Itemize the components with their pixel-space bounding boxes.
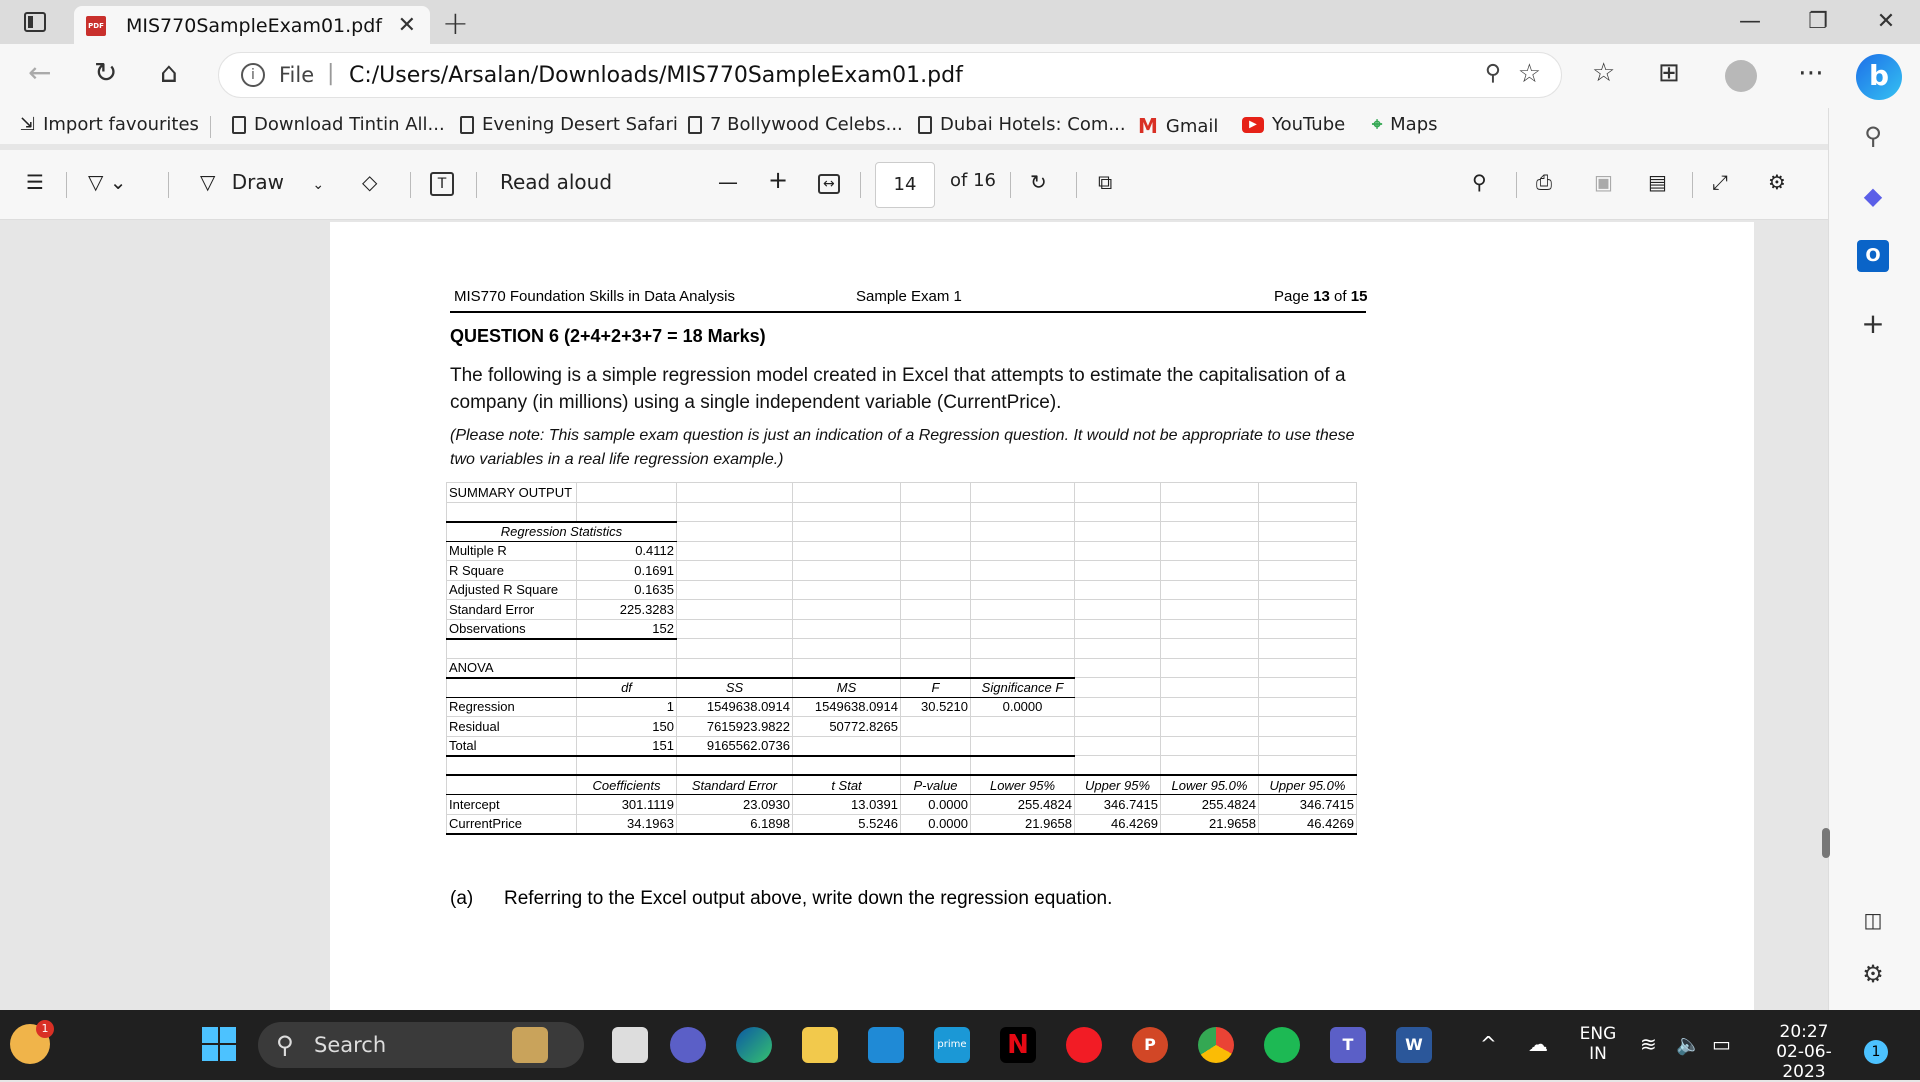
- fit-to-page-icon[interactable]: ↔: [818, 174, 840, 194]
- scrollbar-thumb[interactable]: [1822, 828, 1830, 858]
- new-tab-button[interactable]: +: [442, 4, 469, 42]
- clock[interactable]: 20:27 02-06-2023: [1776, 1022, 1832, 1082]
- windows-taskbar: [0, 1010, 1920, 1080]
- taskbar-search[interactable]: ⚲ Search: [258, 1022, 584, 1068]
- anova-cell: 150: [577, 717, 677, 737]
- anova-row-label: Total: [447, 736, 577, 756]
- anova-cell: 151: [577, 736, 677, 756]
- teams-chat-icon[interactable]: [670, 1027, 706, 1063]
- favourites-divider: [210, 116, 211, 138]
- coef-row-label: Intercept: [447, 795, 577, 815]
- part-a-text: Referring to the Excel output above, write down the regression equation.: [504, 888, 1113, 909]
- contents-icon[interactable]: ☰: [26, 170, 44, 194]
- toolbar-divider: [410, 172, 411, 198]
- address-bar[interactable]: [218, 52, 1562, 98]
- anova-cell: 1549638.0914: [677, 697, 793, 717]
- fav-desert-safari[interactable]: Evening Desert Safari: [460, 114, 678, 135]
- gmail-icon: M: [1138, 114, 1158, 138]
- prime-video-icon[interactable]: prime: [934, 1027, 970, 1063]
- search-icon: ⚲: [276, 1031, 294, 1059]
- opera-icon[interactable]: [1066, 1027, 1102, 1063]
- coef-header: Lower 95%: [971, 775, 1075, 795]
- reg-stat-label: R Square: [447, 561, 577, 581]
- coef-cell: 46.4269: [1259, 814, 1357, 834]
- erase-icon[interactable]: ◇: [362, 170, 378, 194]
- maps-icon: ⌖: [1372, 114, 1383, 135]
- start-button[interactable]: [202, 1027, 236, 1061]
- toolbar-divider: [476, 172, 477, 198]
- fav-gmail[interactable]: M Gmail: [1138, 114, 1219, 138]
- address-bar-row: [0, 44, 1920, 108]
- teams-icon[interactable]: T: [1330, 1027, 1366, 1063]
- draw-icon: ▽: [200, 170, 216, 194]
- mail-icon[interactable]: [868, 1027, 904, 1063]
- anova-cell: 1549638.0914: [793, 697, 901, 717]
- coef-cell: 6.1898: [677, 814, 793, 834]
- page-total: of 16: [950, 170, 996, 191]
- home-button[interactable]: ⌂: [160, 56, 178, 89]
- coef-cell: 301.1119: [577, 795, 677, 815]
- search-icon[interactable]: ⚲: [1864, 122, 1882, 150]
- scheme-label: File: [279, 63, 315, 87]
- toolbar-divider: [1692, 172, 1693, 198]
- anova-header: SS: [677, 678, 793, 698]
- fav-bollywood[interactable]: 7 Bollywood Celebs...: [688, 114, 903, 135]
- toolbar-divider: [168, 172, 169, 198]
- add-text-icon[interactable]: T: [430, 172, 454, 196]
- page-number-input[interactable]: 14: [875, 162, 935, 208]
- pdf-icon: PDF: [86, 16, 106, 36]
- coef-cell: 346.7415: [1075, 795, 1161, 815]
- spotify-icon[interactable]: [1264, 1027, 1300, 1063]
- tab-bar: [0, 0, 1920, 44]
- coef-header: Upper 95.0%: [1259, 775, 1357, 795]
- save-as-icon[interactable]: ▤: [1648, 170, 1667, 194]
- chevron-up-icon[interactable]: ^: [1480, 1032, 1497, 1056]
- fav-youtube[interactable]: ▶ YouTube: [1242, 114, 1345, 135]
- reg-stats-title: Regression Statistics: [447, 522, 677, 542]
- chevron-down-icon: ⌄: [312, 177, 325, 193]
- coef-header: Lower 95.0%: [1161, 775, 1259, 795]
- toolbar-divider: [66, 172, 67, 198]
- reg-stat-label: Observations: [447, 619, 577, 639]
- fav-maps[interactable]: ⌖ Maps: [1372, 114, 1438, 135]
- pdf-toolbar: [0, 150, 1828, 220]
- anova-cell: [901, 717, 971, 737]
- coef-header: t Stat: [793, 775, 901, 795]
- reg-stat-value: 152: [577, 619, 677, 639]
- coef-cell: 23.0930: [677, 795, 793, 815]
- anova-cell: 1: [577, 697, 677, 717]
- page-icon: [460, 116, 474, 134]
- header-page: Page 13 of 15: [1274, 288, 1368, 305]
- tab-title: MIS770SampleExam01.pdf: [126, 15, 382, 37]
- coef-header: Standard Error: [677, 775, 793, 795]
- coef-row-label: CurrentPrice: [447, 814, 577, 834]
- vertical-tabs-icon[interactable]: [24, 12, 46, 32]
- anova-cell: 7615923.9822: [677, 717, 793, 737]
- page-icon: [918, 116, 932, 134]
- coef-cell: 13.0391: [793, 795, 901, 815]
- anova-header: F: [901, 678, 971, 698]
- shopping-icon[interactable]: ◆: [1863, 182, 1883, 210]
- anova-cell: 50772.8265: [793, 717, 901, 737]
- coef-cell: 46.4269: [1075, 814, 1161, 834]
- language-indicator[interactable]: ENG IN: [1579, 1024, 1617, 1064]
- rotate-icon[interactable]: ↻: [1030, 170, 1047, 194]
- coef-header: Upper 95%: [1075, 775, 1161, 795]
- anova-row-label: Residual: [447, 717, 577, 737]
- import-icon: ⇲: [20, 114, 36, 135]
- coef-header: P-value: [901, 775, 971, 795]
- powerpoint-icon[interactable]: P: [1132, 1027, 1168, 1063]
- question-title: QUESTION 6 (2+4+2+3+7 = 18 Marks): [450, 326, 766, 346]
- restore-button[interactable]: ❐: [1808, 9, 1828, 34]
- youtube-icon: ▶: [1242, 117, 1264, 133]
- anova-cell: [901, 736, 971, 756]
- summary-title: SUMMARY OUTPUT: [447, 483, 577, 503]
- back-button[interactable]: ←: [28, 56, 52, 89]
- active-tab[interactable]: [74, 6, 430, 44]
- reg-stat-value: 225.3283: [577, 600, 677, 620]
- coef-cell: 346.7415: [1259, 795, 1357, 815]
- favourites-icon[interactable]: ☆: [1592, 58, 1616, 88]
- weather-widget-icon[interactable]: [10, 1024, 50, 1064]
- header-course: MIS770 Foundation Skills in Data Analysis: [454, 288, 735, 305]
- coef-cell: 21.9658: [1161, 814, 1259, 834]
- refresh-button[interactable]: ↻: [94, 56, 118, 89]
- anova-header: Significance F: [971, 678, 1075, 698]
- anova-cell: 30.5210: [901, 697, 971, 717]
- page-icon: [232, 116, 246, 134]
- fav-tintin[interactable]: Download Tintin All...: [232, 114, 445, 135]
- excel-regression-output: [446, 482, 1357, 835]
- coef-cell: 255.4824: [971, 795, 1075, 815]
- coef-cell: 5.5246: [793, 814, 901, 834]
- anova-cell: [971, 736, 1075, 756]
- reg-stat-label: Standard Error: [447, 600, 577, 620]
- coef-cell: 21.9658: [971, 814, 1075, 834]
- coef-cell: 0.0000: [901, 795, 971, 815]
- sidebar-settings-icon[interactable]: ⚙: [1862, 960, 1884, 988]
- pdf-page: [330, 222, 1754, 1010]
- bing-chat-icon[interactable]: b: [1856, 54, 1902, 100]
- zoom-out-button[interactable]: —: [718, 170, 738, 194]
- separator: |: [327, 61, 335, 86]
- add-app-icon[interactable]: +: [1861, 307, 1885, 340]
- profile-avatar[interactable]: [1725, 60, 1757, 92]
- volume-icon[interactable]: 🔈: [1676, 1032, 1701, 1056]
- search-icon[interactable]: ⚲: [1472, 170, 1487, 194]
- reg-stat-value: 0.1635: [577, 580, 677, 600]
- more-options-icon[interactable]: ⋯: [1798, 58, 1824, 88]
- add-favourite-icon[interactable]: ☆: [1517, 59, 1541, 89]
- edge-sidebar: [1828, 108, 1920, 1010]
- zoom-icon[interactable]: ⚲: [1484, 61, 1501, 86]
- scrollbar[interactable]: [1812, 160, 1828, 1010]
- edge-icon[interactable]: [736, 1027, 772, 1063]
- fav-dubai-hotels[interactable]: Dubai Hotels: Com...: [918, 114, 1126, 135]
- onedrive-icon[interactable]: ☁: [1528, 1032, 1548, 1056]
- notification-badge[interactable]: 1: [1864, 1040, 1888, 1064]
- highlight-icon[interactable]: ▽ ⌄: [88, 170, 127, 194]
- reg-stat-label: Adjusted R Square: [447, 580, 577, 600]
- anova-cell: 9165562.0736: [677, 736, 793, 756]
- anova-row-label: Regression: [447, 697, 577, 717]
- word-icon[interactable]: W: [1396, 1027, 1432, 1063]
- read-aloud-button[interactable]: Read aloud: [500, 170, 613, 194]
- anova-header: MS: [793, 678, 901, 698]
- weather-badge: 1: [36, 1020, 54, 1038]
- close-tab-icon[interactable]: ✕: [397, 13, 416, 38]
- anova-cell: 0.0000: [971, 697, 1075, 717]
- anova-header: df: [577, 678, 677, 698]
- netflix-icon[interactable]: N: [1000, 1027, 1036, 1063]
- info-icon[interactable]: i: [241, 63, 265, 87]
- close-window-button[interactable]: ✕: [1876, 9, 1896, 34]
- page-view-icon[interactable]: ⧉: [1098, 170, 1113, 194]
- header-rule: [450, 311, 1366, 313]
- coef-cell: 0.0000: [901, 814, 971, 834]
- fullscreen-icon[interactable]: ⤢: [1712, 170, 1728, 194]
- reg-stat-value: 0.1691: [577, 561, 677, 581]
- anova-cell: [971, 717, 1075, 737]
- header-exam: Sample Exam 1: [856, 288, 962, 305]
- anova-cell: [793, 736, 901, 756]
- hide-sidebar-icon[interactable]: ◫: [1863, 908, 1883, 932]
- minimize-button[interactable]: —: [1739, 9, 1761, 34]
- toolbar-divider: [1516, 172, 1517, 198]
- url-text[interactable]: C:/Users/Arsalan/Downloads/MIS770SampleExam01.pdf: [349, 63, 963, 88]
- part-a-label: (a): [450, 888, 474, 909]
- settings-icon[interactable]: ⚙: [1768, 170, 1786, 194]
- toolbar-divider: [1010, 172, 1011, 198]
- outlook-icon[interactable]: O: [1857, 240, 1889, 272]
- battery-icon[interactable]: ▭: [1712, 1032, 1731, 1056]
- question-text: The following is a simple regression model created in Excel that attempts to estimate the capitalisation of a company (in millions) using a single independent variable (CurrentPrice).: [450, 365, 1346, 413]
- question-note: (Please note: This sample exam question is just an indication of a Regression question. It would not be appropriate to use these two variables in a real life regression example.): [450, 427, 1355, 468]
- save-icon[interactable]: ▣: [1594, 170, 1613, 194]
- coef-cell: 255.4824: [1161, 795, 1259, 815]
- coef-header: Coefficients: [577, 775, 677, 795]
- favourites-bar: [0, 108, 1828, 144]
- task-view-icon[interactable]: [612, 1027, 648, 1063]
- window-controls: [1716, 0, 1920, 44]
- print-icon[interactable]: ⎙: [1536, 170, 1552, 194]
- import-favourites[interactable]: ⇲ Import favourites: [20, 114, 199, 135]
- toolbar-divider: [1076, 172, 1077, 198]
- wifi-icon[interactable]: ≋: [1640, 1032, 1657, 1056]
- draw-button[interactable]: ▽ Draw ⌄: [200, 170, 325, 194]
- coef-cell: 34.1963: [577, 814, 677, 834]
- zoom-in-button[interactable]: +: [768, 166, 789, 194]
- toolbar-divider: [860, 172, 861, 198]
- page-icon: [688, 116, 702, 134]
- collections-icon[interactable]: ⊞: [1658, 58, 1680, 88]
- chrome-icon[interactable]: [1198, 1027, 1234, 1063]
- file-explorer-icon[interactable]: [802, 1027, 838, 1063]
- copilot-art-icon[interactable]: [512, 1027, 548, 1063]
- anova-title: ANOVA: [447, 658, 577, 678]
- reg-stat-value: 0.4112: [577, 541, 677, 561]
- reg-stat-label: Multiple R: [447, 541, 577, 561]
